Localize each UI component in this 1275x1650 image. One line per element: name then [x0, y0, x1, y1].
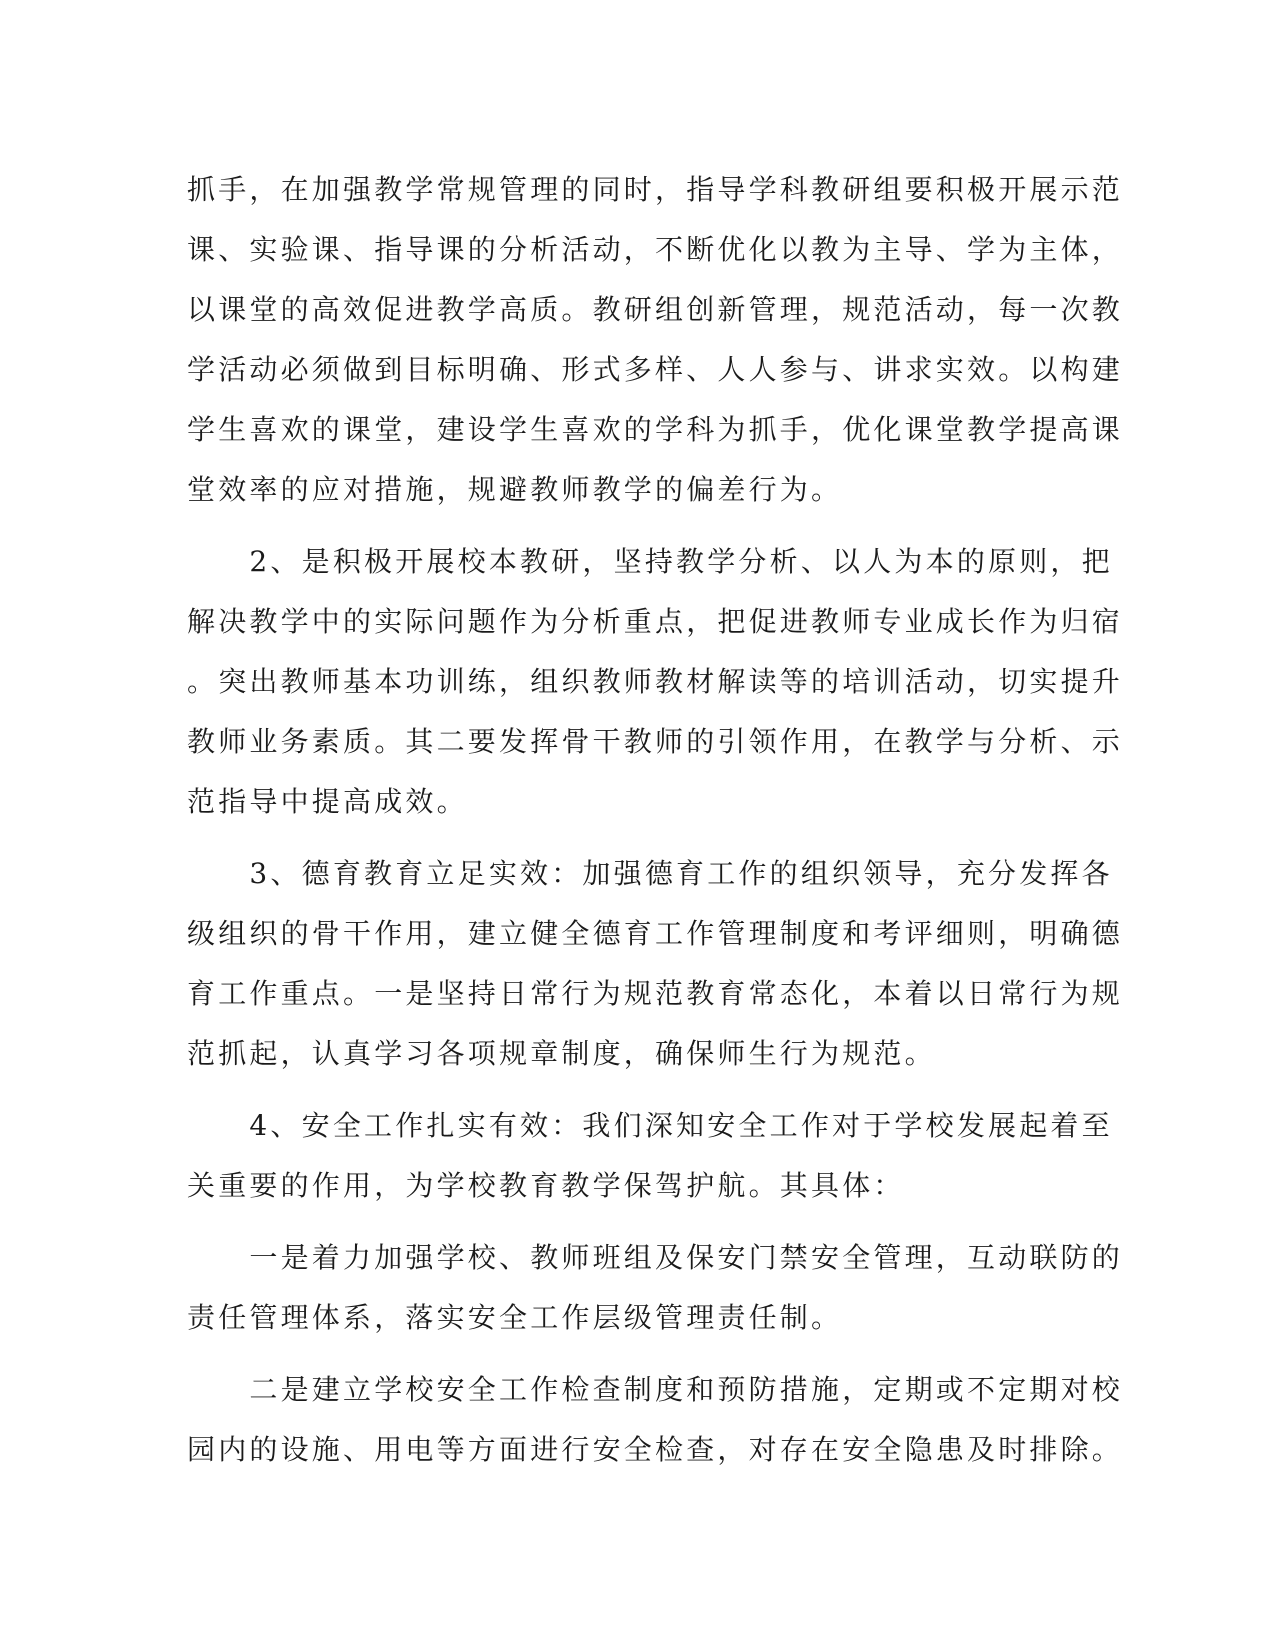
text-line: 3、德育教育立足实效：加强德育工作的组织领导，充分发挥各: [187, 857, 1113, 890]
text-line: 抓手，在加强教学常规管理的同时，指导学科教研组要积极开展示范: [187, 173, 1124, 206]
text-line: 育工作重点。一是坚持日常行为规范教育常态化，本着以日常行为规: [187, 977, 1124, 1010]
text-line: 4、安全工作扎实有效：我们深知安全工作对于学校发展起着至: [187, 1109, 1113, 1142]
text-line: 2、是积极开展校本教研，坚持教学分析、以人为本的原则，把: [187, 545, 1113, 578]
text-line: 园内的设施、用电等方面进行安全检查，对存在安全隐患及时排除。: [187, 1433, 1124, 1466]
text-line: 学活动必须做到目标明确、形式多样、人人参与、讲求实效。以构建: [187, 353, 1124, 386]
body-text: [187, 160, 1124, 1480]
text-line: 责任管理体系，落实安全工作层级管理责任制。: [187, 1301, 843, 1334]
text-line: 范抓起，认真学习各项规章制度，确保师生行为规范。: [187, 1037, 936, 1070]
text-line: 级组织的骨干作用，建立健全德育工作管理制度和考评细则，明确德: [187, 917, 1124, 950]
text-line: 课、实验课、指导课的分析活动，不断优化以教为主导、学为主体，: [187, 233, 1124, 266]
text-line: 解决教学中的实际问题作为分析重点，把促进教师专业成长作为归宿: [187, 605, 1124, 638]
text-line: 堂效率的应对措施，规避教师教学的偏差行为。: [187, 473, 843, 506]
text-line: 二是建立学校安全工作检查制度和预防措施，定期或不定期对校: [187, 1373, 1124, 1406]
text-line: 。突出教师基本功训练，组织教师教材解读等的培训活动，切实提升: [187, 665, 1124, 698]
text-line: 一是着力加强学校、教师班组及保安门禁安全管理，互动联防的: [187, 1241, 1124, 1274]
text-line: 教师业务素质。其二要发挥骨干教师的引领作用，在教学与分析、示: [187, 725, 1124, 758]
text-line: 学生喜欢的课堂，建设学生喜欢的学科为抓手，优化课堂教学提高课: [187, 413, 1124, 446]
text-line: 以课堂的高效促进教学高质。教研组创新管理，规范活动，每一次教: [187, 293, 1124, 326]
text-line: 关重要的作用，为学校教育教学保驾护航。其具体：: [187, 1169, 905, 1202]
text-line: 范指导中提高成效。: [187, 785, 468, 818]
